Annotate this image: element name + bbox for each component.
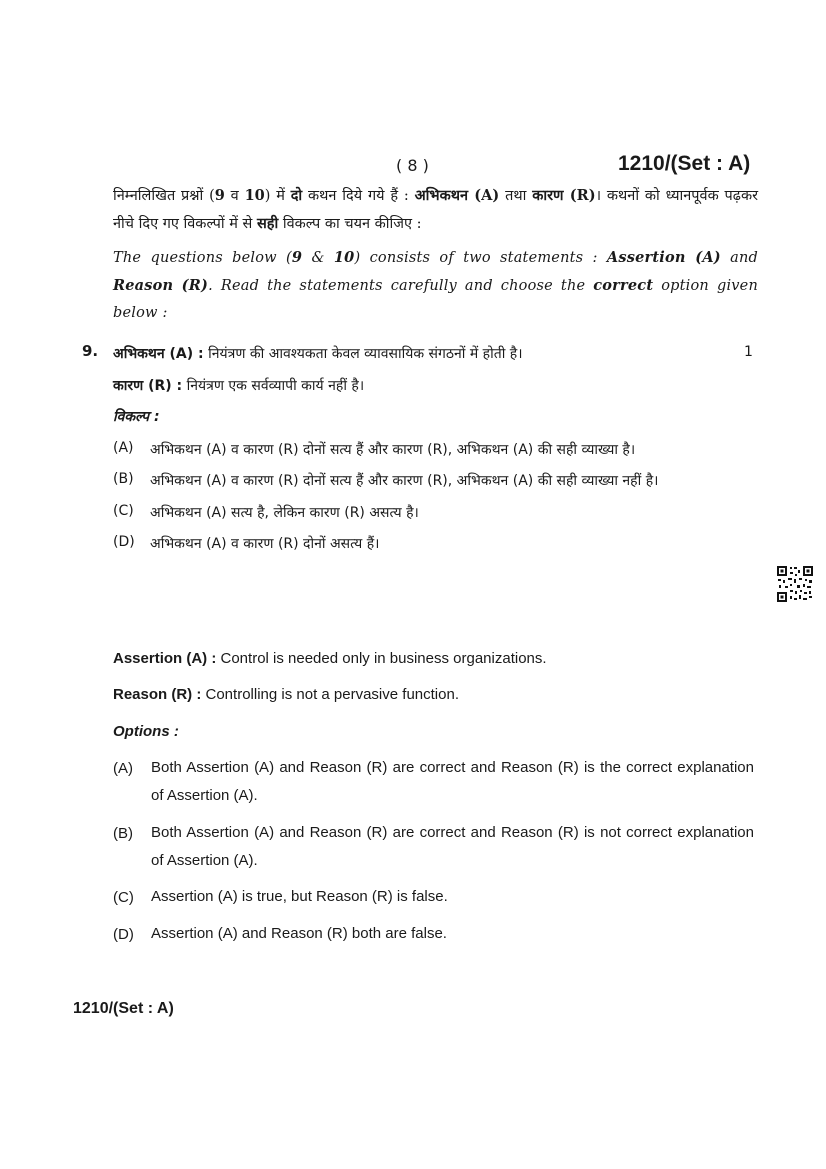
reason-label-hindi: कारण (R) : xyxy=(113,378,183,394)
assertion-label-hindi: अभिकथन (A) : xyxy=(113,346,204,362)
assertion-english: Assertion (A) : Control is needed only in business organizations. xyxy=(113,650,547,667)
option-text-english-c: Assertion (A) is true, but Reason (R) is false. xyxy=(151,888,448,905)
assertion-label-english: Assertion (A) : xyxy=(113,650,217,667)
assertion-hindi: अभिकथन (A) : नियंत्रण की आवश्यकता केवल व्यावसायिक संगठनों में होती है। xyxy=(113,346,523,362)
instructions-english: The questions below (9 & 10) consists of two statements : Assertion (A) and Reason (R). Read the statements carefully and choose the correct option given below : xyxy=(113,249,759,321)
option-text-hindi-b: अभिकथन (A) व कारण (R) दोनों सत्य हैं और कारण (R), अभिकथन (A) की सही व्याख्या नहीं है। xyxy=(150,473,659,489)
paper-code-footer: 1210/(Set : A) xyxy=(73,1000,174,1017)
option-label-english-a: (A) xyxy=(113,760,133,777)
option-label-hindi-d: (D) xyxy=(113,534,135,550)
option-label-hindi-c: (C) xyxy=(113,503,134,519)
reason-hindi: कारण (R) : नियंत्रण एक सर्वव्यापी कार्य नहीं है। xyxy=(113,378,365,394)
option-label-english-d: (D) xyxy=(113,926,134,943)
page-number: ( 8 ) xyxy=(396,156,429,175)
option-label-hindi-b: (B) xyxy=(113,471,134,487)
option-label-english-c: (C) xyxy=(113,889,134,906)
option-text-hindi-a: अभिकथन (A) व कारण (R) दोनों सत्य हैं और कारण (R), अभिकथन (A) की सही व्याख्या है। xyxy=(150,442,636,458)
question-marks: 1 xyxy=(744,344,753,360)
option-label-hindi-a: (A) xyxy=(113,440,134,456)
option-text-english-a: Both Assertion (A) and Reason (R) are correct and Reason (R) is the correct explanation of Assertion (A). xyxy=(151,759,754,804)
option-text-hindi-c: अभिकथन (A) सत्य है, लेकिन कारण (R) असत्य है। xyxy=(150,505,419,521)
reason-label-english: Reason (R) : xyxy=(113,686,202,703)
reason-english: Reason (R) : Controlling is not a pervasive function. xyxy=(113,686,459,703)
qr-code-icon xyxy=(776,565,814,603)
option-text-english-d: Assertion (A) and Reason (R) both are false. xyxy=(151,925,447,942)
paper-code-header: 1210/(Set : A) xyxy=(618,152,751,175)
options-heading-hindi: विकल्प : xyxy=(113,409,160,425)
instructions-hindi: निम्नलिखित प्रश्नों (9 व 10) में दो कथन दिये गये हैं : अभिकथन (A) तथा कारण (R)। कथनों को ध्यानपूर्वक पढ़कर नीचे दिए गए विकल्पों में से सही विकल्प का चयन कीजिए : xyxy=(113,187,759,232)
question-number: 9. xyxy=(82,342,99,360)
option-text-hindi-d: अभिकथन (A) व कारण (R) दोनों असत्य हैं। xyxy=(150,536,380,552)
option-label-english-b: (B) xyxy=(113,825,133,842)
option-text-english-b: Both Assertion (A) and Reason (R) are correct and Reason (R) is not correct explanation of Assertion (A). xyxy=(151,824,754,869)
options-heading-english: Options : xyxy=(113,723,179,740)
